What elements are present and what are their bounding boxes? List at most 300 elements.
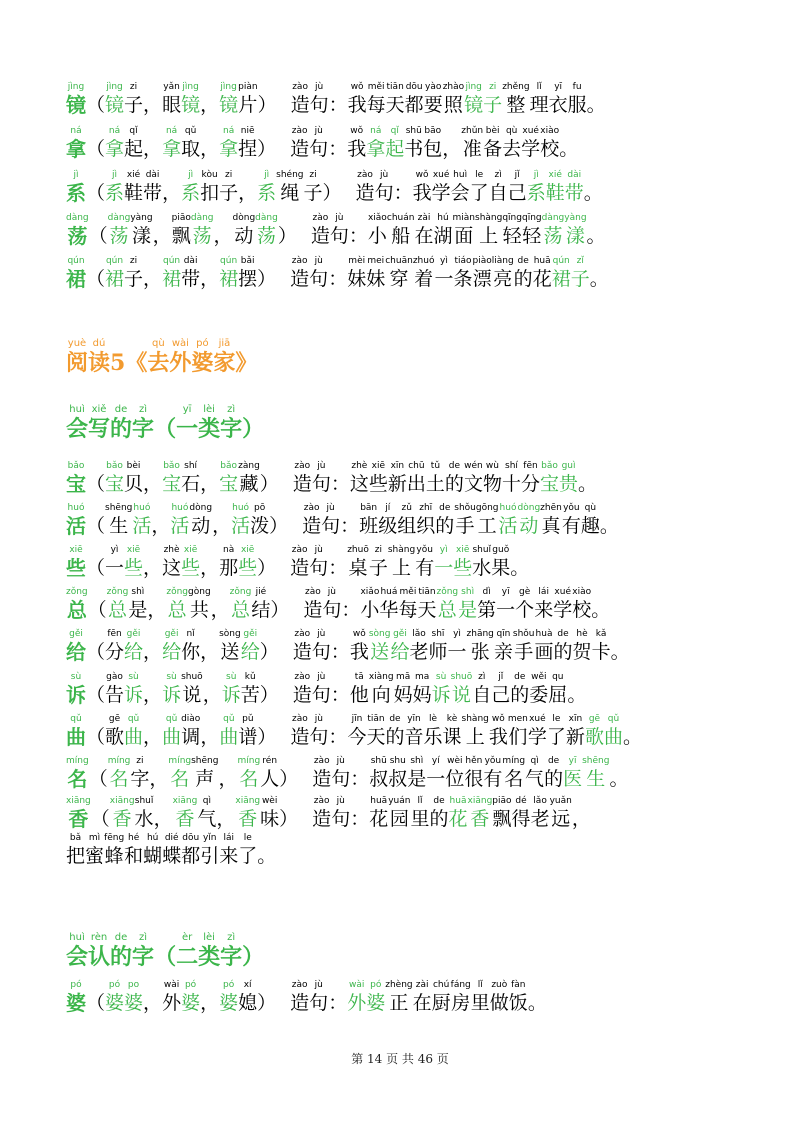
hanzi: 说 [182, 684, 202, 706]
pinyin: jù [326, 503, 335, 513]
hanzi: 媳 [238, 992, 258, 1014]
pinyin: bǎo [541, 461, 558, 471]
pinyin: xué [554, 587, 571, 597]
pinyin: shuǐ [472, 545, 492, 555]
hanzi-with-pinyin [347, 714, 366, 749]
hanzi-with-pinyin [496, 587, 515, 622]
hanzi: 告 [105, 684, 125, 706]
entry-head-character [66, 796, 91, 831]
pinyin: dòng [232, 213, 256, 223]
pinyin: shuō [450, 672, 473, 682]
example-sentence [347, 980, 547, 1015]
hanzi: 给 [240, 641, 260, 663]
pinyin: pó [370, 980, 382, 990]
hanzi: 是 [128, 599, 148, 621]
hanzi: 贺 [572, 641, 592, 663]
comma: ， [153, 808, 173, 830]
pinyin: qu [552, 672, 564, 682]
hanzi: 香 [68, 807, 89, 831]
hanzi-with-pinyin [470, 170, 489, 205]
hanzi: 校 [540, 138, 560, 160]
hanzi-with-pinyin [483, 82, 502, 117]
hanzi: 系 [181, 182, 201, 204]
hanzi: 蜂 [104, 845, 124, 867]
hanzi: 那 [219, 557, 239, 579]
pinyin: míng [502, 756, 526, 766]
pinyin: qǔ [607, 714, 620, 724]
hanzi-with-pinyin [492, 796, 511, 831]
hanzi: 得 [511, 808, 531, 830]
hanzi-with-pinyin [502, 461, 521, 496]
hanzi-with-pinyin [394, 672, 413, 707]
hanzi: 一 [434, 557, 454, 579]
pinyin: diào [181, 714, 201, 724]
hanzi-with-pinyin [432, 170, 451, 205]
pinyin: míng [66, 756, 89, 766]
pinyin: bāo [424, 126, 442, 136]
hanzi-with-pinyin [219, 170, 238, 205]
hanzi-with-pinyin [172, 213, 191, 248]
pinyin: bǎ [69, 833, 82, 843]
pinyin: qún [552, 256, 570, 266]
pinyin: huó [67, 503, 85, 513]
pinyin: wài [171, 338, 189, 349]
compound-word [107, 587, 148, 622]
pinyin: dōu [182, 833, 200, 843]
hanzi: 上 [465, 726, 485, 748]
hanzi-with-pinyin [564, 213, 586, 248]
pinyin: zào [294, 461, 311, 471]
punctuation: 。 [257, 845, 277, 867]
pinyin: yǐn [202, 833, 217, 843]
pinyin: zǒng [436, 587, 459, 597]
vocab-entry [66, 980, 760, 1015]
pinyin: shēng [105, 503, 133, 513]
hanzi-with-pinyin [468, 796, 493, 831]
pinyin: jù [314, 545, 323, 555]
hanzi: 造 [290, 557, 310, 579]
hanzi: 老 [409, 641, 429, 663]
hanzi-with-pinyin [197, 796, 216, 831]
hanzi-with-pinyin [309, 980, 328, 1015]
compound-word [230, 587, 271, 622]
hanzi-with-pinyin [170, 503, 189, 538]
hanzi: 花 [448, 808, 468, 830]
hanzi: 会 [66, 944, 89, 970]
pinyin: xiē [126, 545, 141, 555]
pinyin: jù [335, 213, 344, 223]
compound-word [105, 126, 143, 161]
pinyin: sù [128, 672, 139, 682]
hanzi: 贝 [124, 473, 144, 495]
hanzi: 学 [521, 138, 541, 160]
hanzi-with-pinyin [124, 980, 143, 1015]
pinyin: jù [314, 256, 323, 266]
pinyin: yào [425, 82, 442, 92]
pinyin: zhǔn [461, 126, 484, 136]
hanzi: 送 [220, 641, 240, 663]
hanzi: 类 [198, 944, 221, 970]
hanzi: 曲 [603, 726, 623, 748]
pinyin: wù [485, 461, 499, 471]
hanzi: 你 [181, 641, 201, 663]
hanzi: 都 [404, 94, 424, 116]
hanzi-with-pinyin [238, 980, 257, 1015]
hanzi: 家 [213, 350, 236, 376]
hanzi-with-pinyin [592, 629, 611, 664]
hanzi-with-pinyin [527, 170, 546, 205]
pinyin: bǎo [67, 461, 85, 471]
pinyin: dōu [405, 82, 423, 92]
hanzi: 学 [431, 182, 451, 204]
title-character [176, 932, 198, 971]
hanzi: 曲 [124, 726, 144, 748]
compound-word [162, 714, 200, 749]
title-character [66, 404, 88, 443]
pinyin: kòu [201, 170, 218, 180]
pinyin: xiāng [467, 796, 493, 806]
hanzi: 活 [170, 515, 190, 537]
close-paren: ） [257, 726, 277, 748]
pinyin: xiàng [368, 672, 394, 682]
close-paren: ） [270, 599, 290, 621]
vocab-entry [66, 126, 760, 161]
pinyin: yǒu [563, 503, 580, 513]
pinyin: piàn [238, 82, 258, 92]
vocab-entry [66, 545, 760, 580]
compound-word [162, 980, 200, 1015]
hanzi: 都 [181, 845, 201, 867]
pinyin: zi [129, 82, 138, 92]
pinyin: shū [405, 126, 422, 136]
comma: ， [151, 515, 171, 537]
hanzi: 总 [437, 599, 457, 621]
vocab-entry [66, 256, 760, 291]
hanzi: 亮 [493, 268, 513, 290]
hanzi-with-pinyin [464, 756, 483, 791]
pinyin: mei [367, 256, 385, 266]
hanzi-with-pinyin [435, 503, 454, 538]
hanzi: 婆 [366, 992, 386, 1014]
make-sentence-label [356, 170, 413, 205]
hanzi-with-pinyin [250, 503, 269, 538]
hanzi: 句 [309, 726, 329, 748]
hanzi-with-pinyin [310, 82, 329, 117]
hanzi: 叔 [369, 768, 389, 790]
hanzi: 谱 [238, 726, 258, 748]
pinyin: zhuō [347, 545, 369, 555]
pinyin: xué [522, 126, 539, 136]
hanzi: 子 [368, 557, 388, 579]
pinyin: zhuó [412, 256, 435, 266]
hanzi-with-pinyin [443, 82, 464, 117]
hanzi-with-pinyin [312, 461, 331, 496]
compound-word [105, 256, 143, 291]
hanzi: 一 [434, 268, 454, 290]
pinyin: lǐ [477, 980, 483, 990]
pinyin: chuán [386, 213, 415, 223]
title-symbol: （ [154, 944, 177, 970]
hanzi: 活 [498, 515, 518, 537]
hanzi-with-pinyin [462, 714, 489, 749]
pinyin: fēng [104, 833, 125, 843]
pinyin: gē [588, 714, 601, 724]
pinyin: fáng [450, 980, 471, 990]
compound-word [162, 126, 200, 161]
hanzi-with-pinyin [443, 714, 462, 749]
hanzi: 系 [66, 181, 86, 205]
hanzi-with-pinyin [464, 461, 483, 496]
hanzi-with-pinyin [181, 126, 200, 161]
hanzi-with-pinyin [312, 672, 331, 707]
pinyin: wǒ [350, 126, 364, 136]
hanzi-with-pinyin [200, 833, 219, 868]
hanzi-with-pinyin [549, 82, 568, 117]
hanzi: 正 [389, 992, 409, 1014]
hanzi-with-pinyin [491, 545, 510, 580]
hanzi-with-pinyin [124, 714, 143, 749]
hanzi-with-pinyin [369, 461, 388, 496]
pinyin: yī [182, 404, 192, 415]
hanzi-with-pinyin [233, 213, 256, 248]
pinyin: jié [255, 587, 267, 597]
pinyin: míng [237, 756, 261, 766]
hanzi: 扣 [200, 182, 220, 204]
comma: ， [143, 992, 163, 1014]
pinyin: tiān [418, 587, 436, 597]
hanzi-with-pinyin [255, 213, 278, 248]
hanzi: 造 [292, 684, 312, 706]
hanzi: 些 [368, 473, 388, 495]
hanzi: 认 [88, 944, 111, 970]
hanzi: 子 [483, 94, 503, 116]
hanzi-with-pinyin [290, 256, 309, 291]
hanzi-with-pinyin [238, 714, 257, 749]
hanzi: 句 [309, 268, 329, 290]
compound-word [172, 213, 214, 248]
hanzi-with-pinyin [105, 461, 124, 496]
title-character [198, 932, 220, 971]
pinyin: gè [519, 587, 531, 597]
hanzi-with-pinyin [260, 756, 279, 791]
hanzi: 外 [162, 992, 182, 1014]
hanzi-with-pinyin [168, 756, 191, 791]
pinyin: jù [379, 170, 389, 180]
close-paren: ） [279, 768, 299, 790]
hanzi: 服 [567, 94, 587, 116]
pinyin: zài [415, 980, 429, 990]
hanzi: 理 [529, 94, 549, 116]
hanzi-with-pinyin [502, 756, 525, 791]
title-character [213, 338, 235, 377]
hanzi: 组 [397, 515, 417, 537]
hanzi-with-pinyin [502, 82, 529, 117]
hanzi-with-pinyin [512, 796, 531, 831]
entry-head-character [66, 213, 89, 248]
hanzi: 歌 [584, 726, 604, 748]
hanzi: 小 [360, 599, 380, 621]
pinyin: gěi [164, 629, 179, 639]
hanzi: 去 [147, 350, 170, 376]
pinyin: xiē [456, 545, 470, 555]
hanzi: 调 [181, 726, 201, 748]
hanzi: 天 [417, 599, 437, 621]
hanzi: 分 [520, 473, 540, 495]
hanzi-with-pinyin [291, 82, 310, 117]
hanzi: 是 [458, 599, 478, 621]
hanzi-with-pinyin [110, 796, 135, 831]
pinyin: shì [461, 587, 475, 597]
hanzi-with-pinyin [550, 796, 572, 831]
pinyin: huì [69, 404, 85, 415]
example-sentence [350, 461, 597, 496]
compound-word [219, 714, 257, 749]
section-title-recognize [66, 932, 264, 971]
punctuation: 。 [622, 726, 642, 748]
hanzi-with-pinyin [124, 629, 143, 664]
hanzi-with-pinyin [290, 545, 309, 580]
compound-word [235, 796, 279, 831]
make-sentence-label [293, 629, 350, 664]
hanzi: 屈 [548, 684, 568, 706]
close-paren: ） [277, 225, 297, 247]
pinyin: bǎo [163, 461, 180, 471]
hanzi-with-pinyin [409, 629, 428, 664]
hanzi: 造 [310, 225, 330, 247]
hanzi: 造 [290, 992, 310, 1014]
hanzi: 妈 [412, 684, 432, 706]
pinyin: xí [243, 980, 252, 990]
hanzi: 每 [398, 599, 418, 621]
punctuation: 。 [559, 138, 579, 160]
example-sentence [359, 503, 619, 538]
make-sentence-label [302, 503, 359, 538]
hanzi-with-pinyin [222, 672, 241, 707]
comma: ， [200, 138, 220, 160]
open-paren: （ [88, 768, 108, 790]
hanzi-with-pinyin [477, 587, 496, 622]
pinyin: xiāng [172, 796, 198, 806]
hanzi: 裙 [219, 268, 239, 290]
hanzi: 远 [551, 808, 571, 830]
hanzi-with-pinyin [378, 503, 397, 538]
hanzi: 妹 [366, 268, 386, 290]
hanzi-with-pinyin [241, 629, 260, 664]
hanzi-with-pinyin [309, 126, 328, 161]
pinyin: zì [478, 672, 486, 682]
hanzi: 飘 [171, 225, 191, 247]
close-paren: ） [257, 138, 277, 160]
comma: ， [143, 138, 163, 160]
hanzi: 真 [541, 515, 561, 537]
vocab-entry [66, 629, 760, 664]
hanzi: 亲 [493, 641, 513, 663]
comma: ， [143, 94, 163, 116]
title-character [169, 338, 191, 377]
pinyin: sòng [368, 629, 391, 639]
make-sentence-label [290, 256, 347, 291]
make-sentence-label [290, 980, 347, 1015]
hanzi-with-pinyin [375, 170, 394, 205]
hanzi-with-pinyin [322, 587, 341, 622]
hanzi: 一 [176, 416, 199, 442]
hanzi-with-pinyin [509, 980, 528, 1015]
example-sentence [347, 256, 609, 291]
compound-word [162, 672, 203, 707]
hanzi: 婆 [191, 350, 214, 376]
hanzi: 分 [105, 641, 125, 663]
title-character [88, 932, 110, 971]
hanzi: 裙 [162, 268, 182, 290]
hanzi-with-pinyin [530, 82, 549, 117]
comma: ， [200, 726, 220, 748]
hanzi: 工 [477, 515, 497, 537]
pinyin: hú [437, 213, 449, 223]
hanzi: 给 [162, 641, 182, 663]
hanzi: 备 [483, 138, 503, 160]
make-sentence-label [303, 587, 360, 622]
pinyin: dài [567, 170, 582, 180]
pinyin: wài [349, 980, 365, 990]
hanzi: 捏 [238, 138, 258, 160]
hanzi-with-pinyin [66, 833, 85, 868]
pinyin: qì [202, 796, 211, 806]
pinyin: qǔ [70, 714, 82, 724]
hanzi-with-pinyin [521, 461, 540, 496]
hanzi: 荡 [543, 225, 563, 247]
pinyin: qún [220, 256, 238, 266]
pinyin: shǒu [512, 629, 535, 639]
pinyin: xiǎo [360, 587, 380, 597]
hanzi: 字 [220, 944, 243, 970]
hanzi: 荡 [192, 225, 212, 247]
make-sentence-label [293, 672, 350, 707]
hanzi: 第 [477, 599, 497, 621]
pinyin: sù [435, 672, 447, 682]
pinyin: zǔ [401, 503, 412, 513]
pinyin: huì [69, 932, 85, 943]
colon: ： [330, 641, 350, 663]
pinyin: dì [482, 587, 491, 597]
hanzi-with-pinyin [124, 256, 143, 291]
hanzi-with-pinyin [508, 170, 527, 205]
hanzi: 子 [124, 268, 144, 290]
hanzi-with-pinyin [276, 170, 303, 205]
hanzi: 造 [290, 726, 310, 748]
hanzi-with-pinyin [453, 256, 472, 291]
pinyin: de [448, 461, 461, 471]
hanzi-with-pinyin [347, 126, 366, 161]
hanzi: 曲 [162, 726, 182, 748]
pinyin: xiǎo [367, 213, 387, 223]
pinyin: pó [223, 980, 235, 990]
punctuation: 。 [589, 268, 609, 290]
pinyin: yuè [67, 338, 87, 349]
hanzi: 镜 [66, 93, 86, 117]
close-paren: ） [257, 557, 277, 579]
entry-head-character [66, 587, 88, 622]
pinyin: ná [223, 126, 235, 136]
hanzi: 己 [491, 684, 511, 706]
comma: ， [213, 225, 233, 247]
pinyin: wèi [261, 796, 278, 806]
pinyin: qǔ [165, 714, 178, 724]
hanzi: 泼 [250, 515, 270, 537]
pinyin: huā [370, 796, 388, 806]
hanzi: 宝 [162, 473, 182, 495]
hanzi: 的 [553, 641, 573, 663]
hanzi-with-pinyin [432, 980, 451, 1015]
